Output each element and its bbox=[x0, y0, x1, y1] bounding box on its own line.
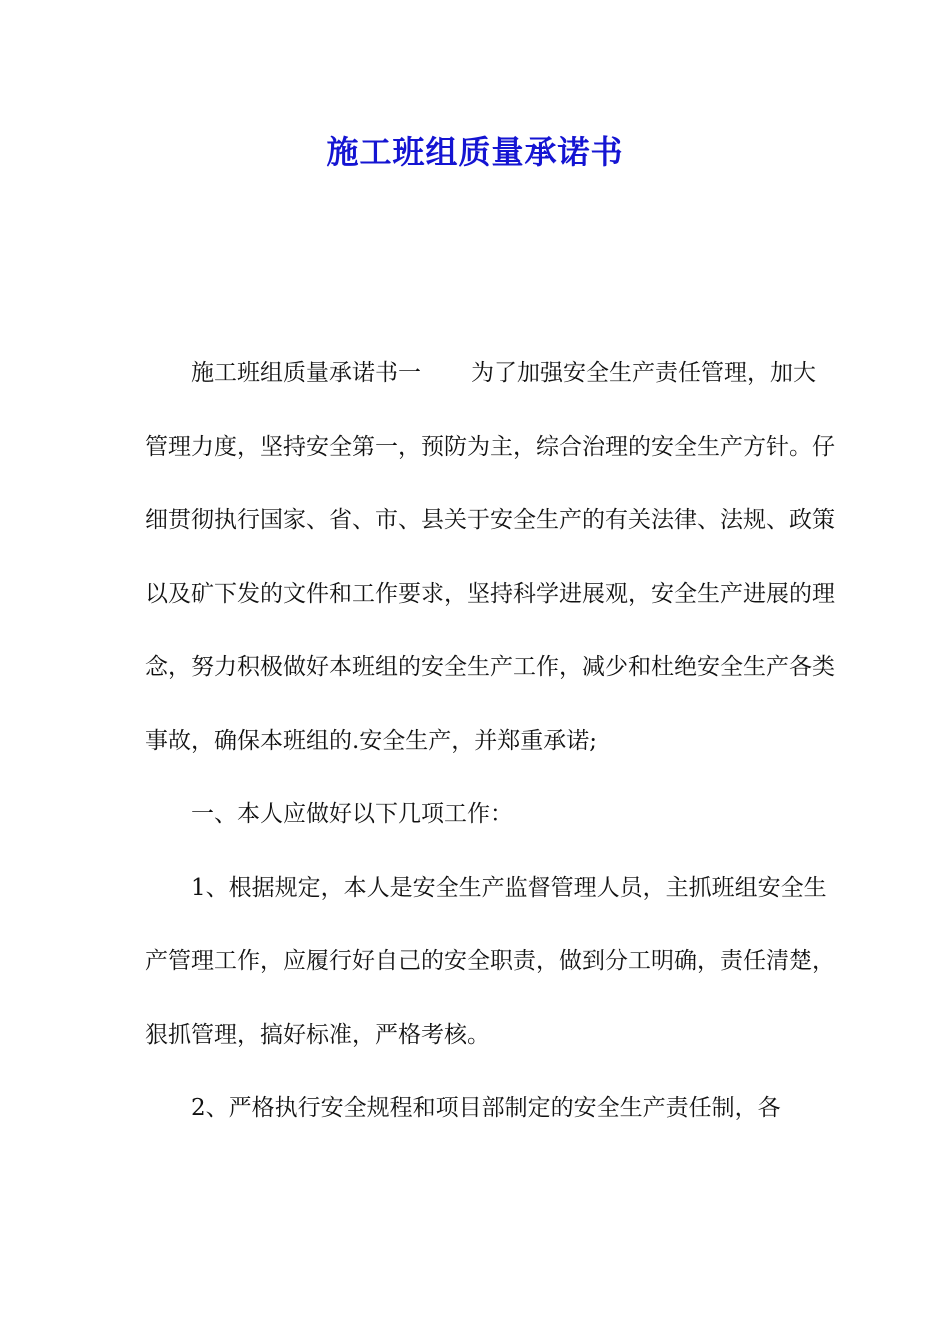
paragraph-lead: 施工班组质量承诺书一 bbox=[191, 360, 421, 386]
document-title: 施工班组质量承诺书 bbox=[326, 133, 624, 171]
paragraph-intro bbox=[145, 337, 835, 778]
paragraph-section-heading: 一、本人应做好以下几项工作： bbox=[191, 801, 513, 827]
paragraph-item-2: 2、严格执行安全规程和项目部制定的安全生产责任制，各 bbox=[191, 1095, 781, 1121]
document-body bbox=[145, 337, 835, 1146]
paragraph-item-1: 1、根据规定，本人是安全生产监督管理人员，主抓班组安全生产管理工作，应履行好自己的安全职责，做到分工明确，责任清楚，狠抓管理，搞好标准，严格考核。 bbox=[145, 874, 835, 1048]
paragraph-text: 为了加强安全生产责任管理，加大管理力度，坚持安全第一，预防为主，综合治理的安全生产方针。仔细贯彻执行国家、省、市、县关于安全生产的有关法律、法规、政策以及矿下发的文件和工作要求，坚持科学进展观，安全生产进展的理念，努力积极做好本班组的安全生产工作，减少和杜绝安全生产各类事故，确保本班组的.安全生产，并郑重承诺; bbox=[145, 360, 835, 754]
